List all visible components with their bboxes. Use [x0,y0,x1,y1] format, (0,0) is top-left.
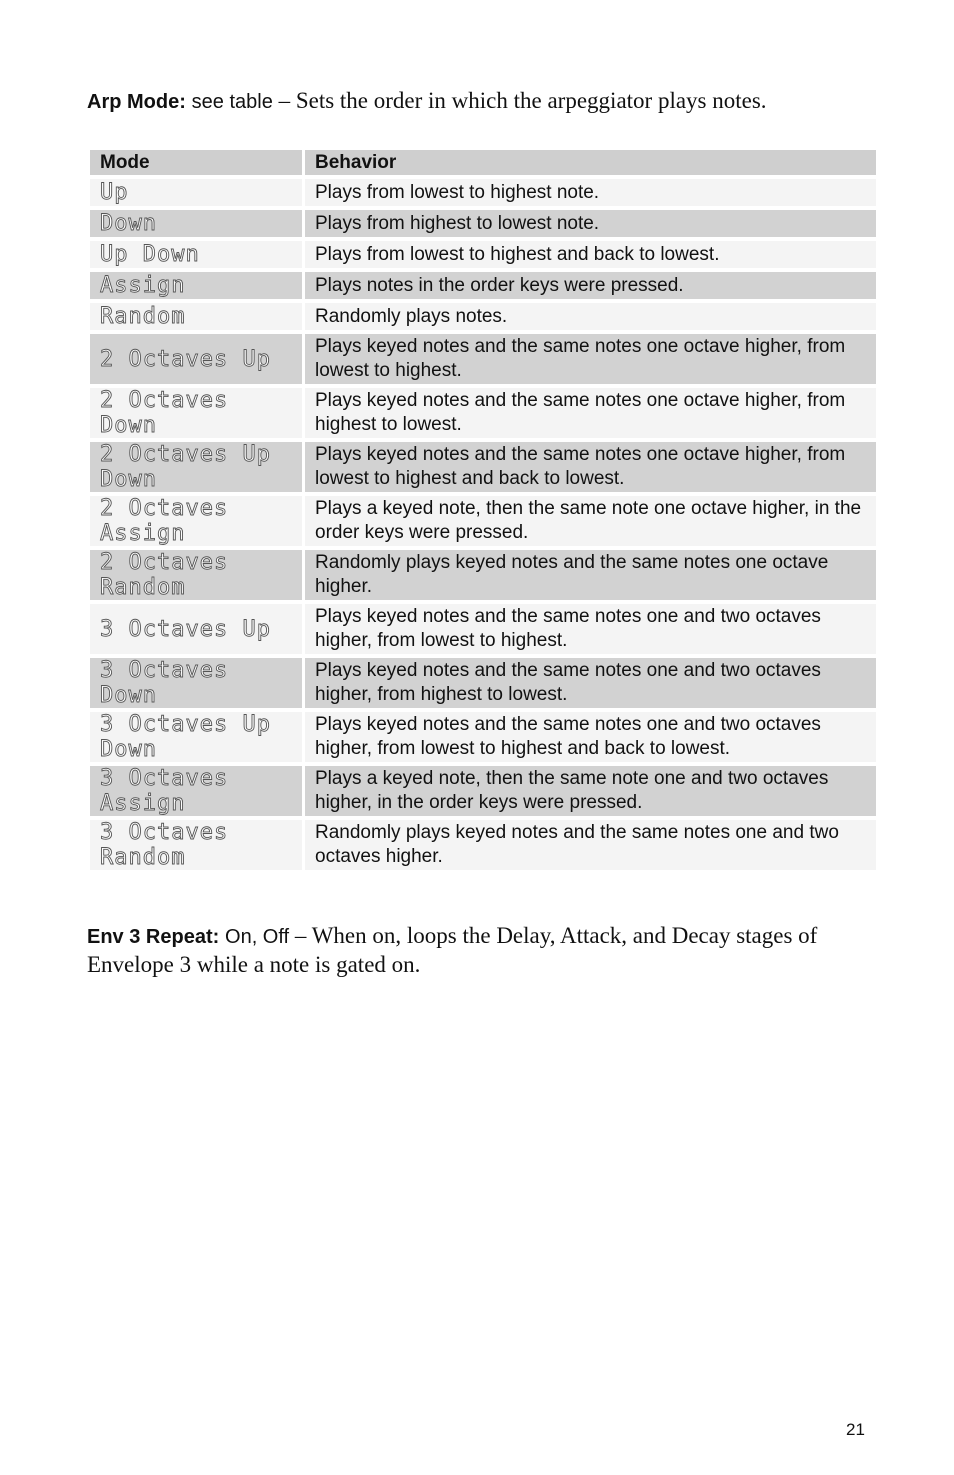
env3-repeat-description: – When on, loops the Delay, Attack, and Decay stages of Envelope 3 while a note is gated on. [87,923,818,977]
behavior-cell: Plays keyed notes and the same notes one octave higher, from lowest to highest and back to lowest. [305,442,876,492]
mode-cell: Up Down [90,241,302,268]
behavior-cell: Plays from lowest to highest and back to lowest. [305,241,876,268]
table-row [90,179,876,206]
mode-cell: 2 Octaves Down [90,388,302,438]
table-row [90,712,876,762]
table-row [90,241,876,268]
arp-mode-values: see table [191,91,273,113]
behavior-cell: Plays from lowest to highest note. [305,179,876,206]
behavior-column-header: Behavior [305,150,876,175]
behavior-cell: Randomly plays keyed notes and the same notes one and two octaves higher. [305,820,876,870]
table-row [90,210,876,237]
arp-mode-description: – Sets the order in which the arpeggiator plays notes. [278,88,767,113]
behavior-cell: Plays from highest to lowest note. [305,210,876,237]
table-row [90,820,876,870]
behavior-cell: Plays keyed notes and the same notes one and two octaves higher, from highest to lowest. [305,658,876,708]
env3-repeat-paragraph [87,922,877,978]
table-row [90,334,876,384]
behavior-cell: Plays keyed notes and the same notes one and two octaves higher, from lowest to highest and back to lowest. [305,712,876,762]
mode-cell: 3 Octaves Down [90,658,302,708]
table-header-row [90,150,876,175]
table-row [90,303,876,330]
page-number: 21 [846,1420,865,1439]
table-row [90,388,876,438]
behavior-cell: Plays keyed notes and the same notes one octave higher, from lowest to highest. [305,334,876,384]
mode-cell: 2 Octaves Assign [90,496,302,546]
arp-mode-paragraph [87,87,877,116]
mode-cell: Up [90,179,302,206]
behavior-cell: Randomly plays notes. [305,303,876,330]
mode-cell: 3 Octaves Assign [90,766,302,816]
table-row [90,658,876,708]
mode-column-header: Mode [90,150,302,175]
behavior-cell: Plays a keyed note, then the same note one and two octaves higher, in the order keys were pressed. [305,766,876,816]
behavior-cell: Plays a keyed note, then the same note one octave higher, in the order keys were pressed. [305,496,876,546]
mode-cell: Random [90,303,302,330]
env3-repeat-term: Env 3 Repeat: [87,926,220,948]
mode-cell: 2 Octaves Up Down [90,442,302,492]
env3-repeat-values: On, Off [225,926,290,948]
table-row [90,604,876,654]
mode-cell: Assign [90,272,302,299]
mode-cell: 2 Octaves Up [90,334,302,384]
arp-mode-term: Arp Mode: [87,91,186,113]
behavior-cell: Plays keyed notes and the same notes one octave higher, from highest to lowest. [305,388,876,438]
table-row [90,272,876,299]
mode-cell: 2 Octaves Random [90,550,302,600]
mode-cell: Down [90,210,302,237]
arp-mode-table [87,146,879,874]
mode-cell: 3 Octaves Up Down [90,712,302,762]
table-row [90,550,876,600]
table-row [90,766,876,816]
behavior-cell: Plays notes in the order keys were pressed. [305,272,876,299]
behavior-cell: Randomly plays keyed notes and the same notes one octave higher. [305,550,876,600]
behavior-cell: Plays keyed notes and the same notes one and two octaves higher, from lowest to highest. [305,604,876,654]
mode-cell: 3 Octaves Up [90,604,302,654]
table-row [90,442,876,492]
table-row [90,496,876,546]
mode-cell: 3 Octaves Random [90,820,302,870]
